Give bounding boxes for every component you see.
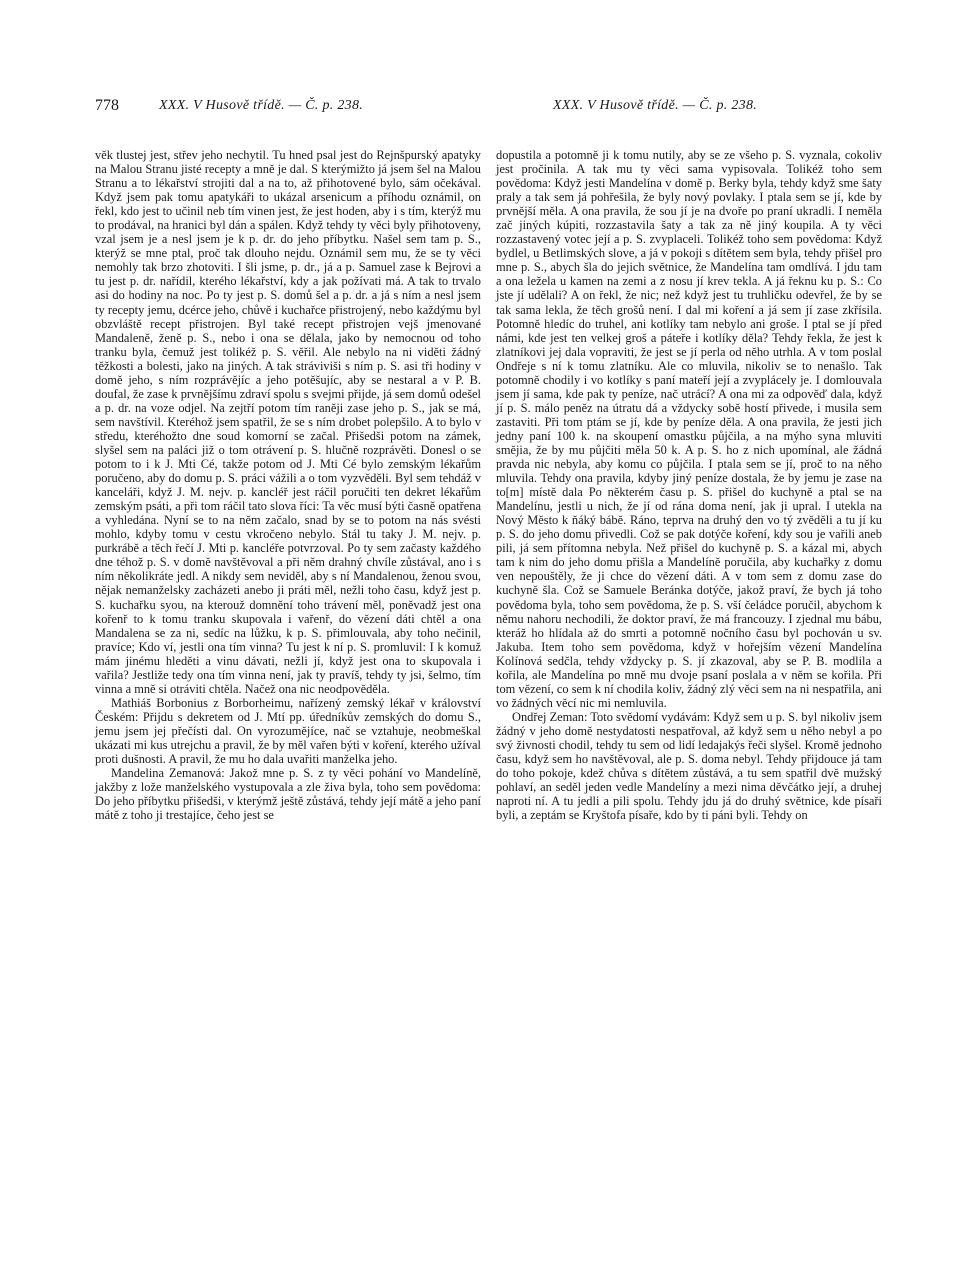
page-number: 778	[95, 97, 119, 114]
paragraph: věk tlustej jest, střev jeho nechytil. Tu hned psal jest do Rejnšpurský apatyky na Malou Stranu jisté recepty a mně je dal. S kterýmižto já jsem šel na Malou Stranu a to lékařství strojiti dal a na to, až přihotovené bylo, sám očekával. Když jsem pak tomu apatykáři to ukázal arsenicum a příhodu oznámil, on řekl, kdo jest to učinil neb tím vinen jest, že jest hoden, aby i s tím, kterýž mu to prodával, na hranici byl dán a spálen. Když tehdy ty věci byly přihotoveny, vzal jsem je a nesl jsem je k p. dr. do jeho příbytku. Našel sem tam p. S., kterýž se mne ptal, proč tak dlouho nejdu. Oznámil sem mu, že se ty věci nemohly tak brzo zhotoviti. I šli jsme, p. dr., já a p. Samuel zase k Bejrovi a tu jest p. dr. nařídil, kterého lékařství, kdy a jak požívati má. A tak to trvalo asi do hodiny na noc. Po ty jest p. S. domů šel a p. dr. a já s ním a nesl jsem ty recepty jemu, dcérce jeho, chůvě i kuchařce přistrojený, nebo každýmu byl obzvláště recept přistrojen. Byl také recept přistrojen vejš jmenované Mandaleně, ženě p. S., nebo i ona se dělala, jako by nemocnou od toho tranku byla, čemuž jest tolikéž p. S. věřil. Ale nebylo na ni viděti žádný těžkosti a bolesti, jako na jiných. A tak stráviviši s ním p. S. asi tři hodiny v domě jeho, s ním rozprávějíc a jeho potěšujíc, aby se nestaral a v P. B. doufal, že zase k prvnějšímu zdraví spolu s svejmi přijde, já sem domů odešel a p. dr. na voze odjel. Na zejtří potom tím raněji zase jeho p. S., jak se má, sem navštívil. Kteréhož jsem spatřil, že se s ním drobet polepšilo. A to bylo v středu, kteréhožto dne soud komorní se začal. Přišedši potom na zámek, slyšel sem na paláci již o tom otrávení p. S. hlučně rozprávěti. Donesl o se potom to i k J. Mti Cé, takže potom od J. Mti Cé bylo zemským lékařům poručeno, aby do domu p. S. práci vážili a o tom vyzvěděli. Byl sem tehdáž v kanceláři, když J. M. nejv. p. kancléř jest ráčil poručiti ten dekret lékařům zemským psáti, a při tom ráčil tato slova říci: Ta věc musí býti časně opatřena a vyhledána. Nyní se to na něm začalo, snad by se to potom na nás svésti mohlo, kdyby tomu v cestu vkročeno nebylo. Stál tu taky J. M. nejv. p. purkrábě a těch řečí J. Mti p. kancléře potvrzoval. Po ty sem začasty každého dne téhož p. S. v domě navštěvoval a při něm drahný chvíle zůstával, ano i s ním několikráte jedl. A nikdy sem neviděl, aby s ní Mandalenou, ženou svou, nějak nemanželsky zacházeti anebo ji práti měl, nežli toho času, když jest p. S. kuchařku syou, na kterouž domnění toho trávení měl, poněvadž jest ona kořenř to k tomu tranku skupovala i vařenř, do vězení dáti chtěl a ona Mandalena se za ni, sedíc na lůžku, k p. S. přimlouvala, aby toho nečinil, pravíce; Kdo ví, jestli ona tím vinna? Tu jest k ní p. S. promluvil: I k komuž mám jinému hleděti a vinu dávati, nežli jí, když jest ona to skupovala i vařila? Jestliže tedy ona tím vinna není, jak ty pravíš, tehdy ty jsi, šelmo, tím vinna a mně si otráviti chtěla. Načež ona nic neodpověděla.	[95, 148, 481, 696]
right-column	[496, 148, 882, 822]
running-head-right: XXX. V Husově třídě. — Č. p. 238.	[553, 98, 758, 113]
page-header	[0, 97, 960, 121]
paragraph: Mandelina Zemanová: Jakož mne p. S. z ty věci pohání vo Mandelíně, jakžby z lože manželského vystupovala a zle živa byla, toho sem povědoma: Do jeho příbytku přišedši, v kterýmž ještě zůstává, tehdy její mátě a jeho paní mátě z toho ji trestajíce, čeho jest se	[95, 766, 481, 823]
left-column	[95, 148, 481, 822]
paragraph: dopustila a potomně ji k tomu nutily, aby se ze všeho p. S. vyznala, cokoliv jest pročinila. A tak mu ty věci sama vypisovala. Tolikéž toho sem povědoma: Když jesti Mandelína v domě p. Berky byla, tehdy když sme šaty praly a tak sem já pohřešila, že byly nový povlaky. I ptala sem se jí, kde by prvnější měla. A ona pravila, že sou jí je na dvoře po praní ukradli. I neměla zač jiných kúpiti, rozzastavila šaty a tak za ně jiný koupila. A ty věci rozzastavený votec její a p. S. zvyplaceli. Tolikéž toho sem povědoma: Když bydlel, u Betlimských slove, a já v pokoji s dítětem sem byla, tehdy přišel pro mne p. S., abych šla do jejich světnice, že Mandelína tam omdlívá. I jdu tam a ona ležela u kamen na zemi a z nosu jí krev tekla. A já řeknu ku p. S.: Co jste jí udělali? A on řekl, že nic; než když jest tu truhličku odevřel, že by se tak sama lekla, že těch grošů není. I dal mi koření a já sem jí zase zkřísila. Potomně hledíc do truhel, ani kotlíky tam nebylo ani groše. I ptal se jí před námi, kde jest ten velkej groš a páteře i kotlíky děla? Tehdy řekla, že jest k zlatníkovi jej dala vopraviti, že jest se jí perla od něho utrhla. A v tom poslal Ondřeje s ní k tomu zlatníku. Ale co mluvila, nikoliv se to nenašlo. Tak potomně chodily i vo kotlíky s paní mateří její a zvyplácely je. I domlouvala jsem jí sama, kde pak ty peníze, nač utrácí? A ona mi za odpověď dala, když jí p. S. málo peněz na útratu dá a vždycky sobě hostí přivede, i musila sem zastaviti. Při tom ptám se jí, kde by peníze děla. A ona pravila, že jesti jich jedny paní 100 k. na skoupení omastku půjčila, a na mýho syna mluviti smějia, že by mu půjčiti měla 50 k. A p. S. ho z nich upomínal, ale žádná pravda nic nebyla, aby komu co půjčila. I ptala sem se jí, proč to na něho mluvila. Tehdy ona pravila, kdyby jiný peníze dostala, že by jemu je zase na to[m] místě dala Po některém času p. S. přišel do kuchyně a ptal se na Mandelínu, jestli u nich, že jí od rána doma není, jak ji upral. I utekla na Nový Město k ňáký bábě. Ráno, teprva na druhý den vo tý zvěděli a tu jí ku p. S. do jeho domu přivedli. Což se pak dotýče koření, kdy sou je vařili aneb pili, já sem přítomna nebyla. Než přišel do kuchyně p. S. a kázal mi, abych tam k nim do jeho domu přišla a Mandelíně poručila, aby kuchařky z domu ven nepouštěly, že ji chce do vězení dáti. A v tom sem z domu zase do kuchyně šla. Což se Samuele Beránka dotýče, jakož praví, že bych já toho povědoma byla, toho sem povědoma, že p. S. vší čeládce poručil, abychom k němu nahoru nechodili, že doktor praví, že má francouzy. I zjednal mu bábu, kteráž ho hlídala až do smrti a potomně nočního času byl pochován u sv. Jakuba. Item toho sem povědoma, když v hořejším vězení Mandelína Kolínová sedčla, tehdy vždycky p. S. jí zkazoval, aby se P. B. modlila a kořila, ale Mandelína po mně mu dvoje psaní poslala a v něm se kořila. Při tom vězení, co sem k ní chodila koliv, žádný zlý věci sem na ni nespatřila, ani vo žádných věcí nic mi nemluvila.	[496, 148, 882, 710]
paragraph: Ondřej Zeman: Toto svědomí vydávám: Když sem u p. S. byl nikoliv jsem žádný v jeho domě nestydatosti nespatřoval, až když sem u něho nebyl a po svý živnosti chodil, tehdy tu sem od lidí ledajakýs řeči slyšel. Kromě jednoho času, když sem ho navštěvoval, ale p. S. doma nebyl. Tehdy přijdouce já tam do toho pokoje, kdež chůva s dítětem zůstává, a tu sem spatřil dvě mužský pohlaví, an seděl jeden vedle Mandelíny a mezi nima děvčátko její, a druhej naproti ní. A tu jedli a pili spolu. Tehdy jdu já do druhý světnice, kde písaři byli, a zeptám se Kryštofa písaře, kdo by ti páni byli. Tehdy on	[496, 709, 882, 823]
paragraph: Mathiáš Borbonius z Borborheimu, nařízený zemský lékař v království Českém: Přijdu s dekretem od J. Mtí pp. úředníkův zemských do domu S., jemu jsem jej přečísti dal. On vyrozumějíce, nač se vztahuje, neobmeškal ukázati mi kus utrejchu a pravil, že by měl vařen býti v koření, kterého užíval proti dušnosti. A pravil, že mu ho dala uvařiti manželka jeho.	[95, 695, 481, 767]
running-head-left: XXX. V Husově třídě. — Č. p. 238.	[159, 98, 364, 113]
